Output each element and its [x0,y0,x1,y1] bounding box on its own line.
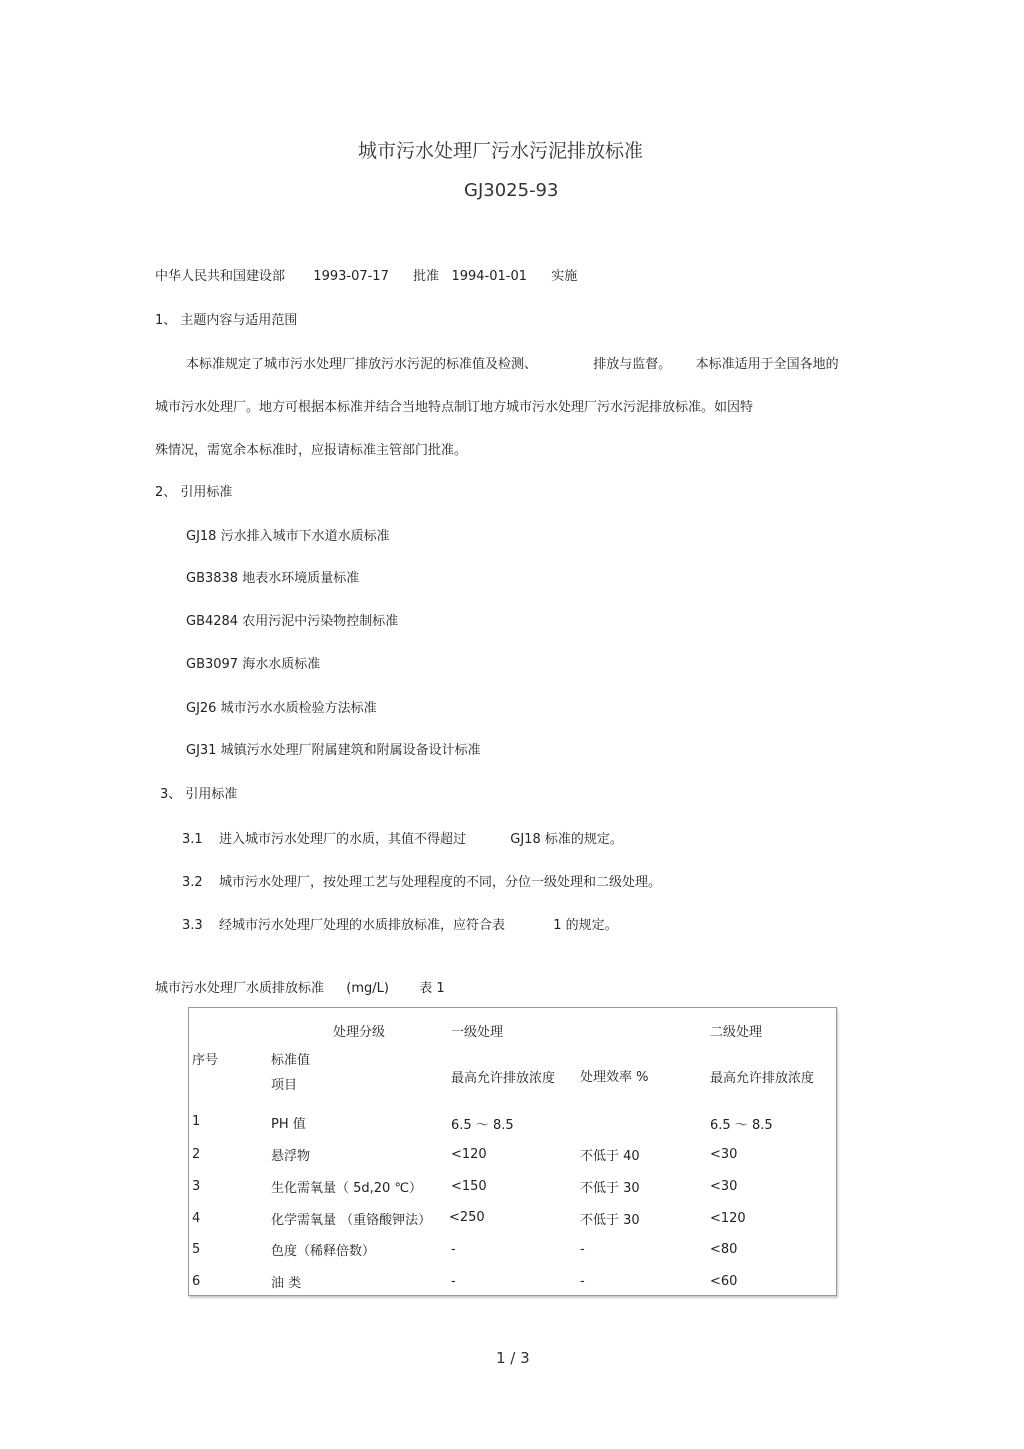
header-std: 标准值 [271,1053,311,1068]
document-code: GJ3025-93 [464,180,559,201]
clause-number: 3.2 [182,875,203,890]
header-item: 项目 [271,1078,298,1093]
section-3-heading: 3、 引用标准 [160,787,238,802]
header-max-secondary: 最高允许排放浓度 [710,1071,815,1086]
row-item: 油 类 [271,1276,302,1291]
row-secondary-max: <80 [710,1242,738,1257]
ref-item: GJ31 城镇污水处理厂附属建筑和附属设备设计标准 [186,743,481,758]
section-1-line-1 [186,353,839,372]
header-secondary: 二级处理 [710,1025,763,1040]
section-1-line-3: 殊情况，需宽余本标准时，应报请标准主管部门批准。 [155,443,468,458]
row-seq: 2 [192,1147,201,1162]
row-item: 化学需氧量 （重铬酸钾法） [271,1213,432,1228]
header-efficiency: 处理效率 % [580,1070,649,1085]
row-seq: 6 [192,1274,201,1289]
clause-text: 进入城市污水处理厂的水质，其值不得超过 [218,832,466,847]
row-efficiency: 不低于 40 [580,1149,640,1164]
clause-3-1 [182,828,623,847]
clause-number: 3.1 [182,832,203,847]
impl-date: 1994-01-01 [451,269,527,284]
header-max-primary: 最高允许排放浓度 [451,1071,556,1086]
row-seq: 4 [192,1211,201,1226]
table-unit: (mg/L) [346,981,389,996]
row-secondary-max: <30 [710,1147,738,1162]
row-seq: 1 [192,1114,201,1129]
clause-text-tail: GJ18 标准的规定。 [510,832,623,847]
row-efficiency: 不低于 30 [580,1213,640,1228]
clause-3-2 [182,871,661,890]
standards-table [188,1007,837,1296]
clause-text: 城市污水处理厂，按处理工艺与处理程度的不同，分位一级处理和二级处理。 [218,875,661,890]
row-primary-max: <150 [451,1179,487,1194]
row-secondary-max: <60 [710,1274,738,1289]
row-primary-max: <120 [451,1147,487,1162]
issuer: 中华人民共和国建设部 [155,269,286,284]
row-item: PH 值 [271,1117,306,1132]
row-item: 色度（稀释倍数） [271,1244,376,1259]
row-primary-max: 6.5 ～ 8.5 [451,1118,514,1133]
clause-text: 经城市污水处理厂处理的水质排放标准，应符合表 [218,918,505,933]
row-primary-max: - [451,1242,456,1257]
section-1-line-1b: 排放与监督。 [593,357,672,372]
section-1-line-1a: 本标准规定了城市污水处理厂排放污水污泥的标准值及检测、 [186,357,538,372]
document-title: 城市污水处理厂污水污泥排放标准 [358,140,644,162]
table-number: 表 1 [419,981,445,996]
row-efficiency: - [580,1274,585,1289]
row-efficiency: 不低于 30 [580,1181,640,1196]
clause-text-tail: 1 的规定。 [553,918,618,933]
clause-number: 3.3 [182,918,203,933]
header-grade: 处理分级 [333,1025,386,1040]
ref-item: GJ18 污水排入城市下水道水质标准 [186,529,390,544]
page-number: 1 / 3 [496,1349,530,1367]
ref-item: GB4284 农用污泥中污染物控制标准 [186,614,399,629]
section-1-heading: 1、 主题内容与适用范围 [155,313,298,328]
section-1-line-2: 城市污水处理厂。地方可根据本标准并结合当地特点制订地方城市污水处理厂污水污泥排放标准。如因特 [155,400,754,415]
row-item: 生化需氧量（ 5d,20 ℃） [271,1181,423,1196]
ref-item: GB3838 地表水环境质量标准 [186,571,360,586]
table-caption-title: 城市污水处理厂水质排放标准 [155,981,325,996]
row-seq: 3 [192,1179,201,1194]
approve-date: 1993-07-17 [313,269,389,284]
issue-line [155,265,577,284]
row-seq: 5 [192,1242,201,1257]
row-item: 悬浮物 [271,1149,311,1164]
approve-label: 批准 [413,269,440,284]
row-secondary-max: <120 [710,1211,746,1226]
row-secondary-max: <30 [710,1179,738,1194]
ref-item: GB3097 海水水质标准 [186,657,321,672]
table-caption [155,977,445,996]
section-2-heading: 2、 引用标准 [155,485,233,500]
ref-item: GJ26 城市污水水质检验方法标准 [186,701,377,716]
clause-3-3 [182,914,618,933]
header-primary: 一级处理 [451,1025,504,1040]
section-1-line-1c: 本标准适用于全国各地的 [695,357,839,372]
header-seq: 序号 [192,1053,219,1068]
row-primary-max: - [451,1274,456,1289]
impl-label: 实施 [551,269,578,284]
row-secondary-max: 6.5 ～ 8.5 [710,1118,773,1133]
row-efficiency: - [580,1242,585,1257]
row-primary-max: <250 [449,1210,485,1225]
